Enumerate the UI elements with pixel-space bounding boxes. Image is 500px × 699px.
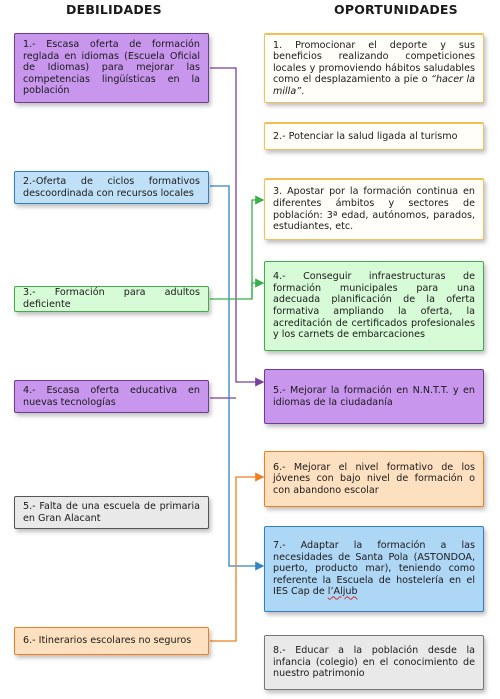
debilidad-3: 3.- Formación para adultos deficiente	[14, 286, 209, 312]
oportunidad-5: 5.- Mejorar la formación en N.N.T.T. y en idiomas de la ciudadanía	[264, 369, 484, 424]
connector-green-o4	[252, 283, 263, 299]
connector-orange	[210, 477, 263, 641]
oportunidad-3: 3. Apostar por la formación continua en diferentes ámbitos y sectores de población: 3ª edad, autónomos, parados, estudiantes, etc.	[264, 178, 484, 240]
debilidad-6: 6.- Itinerarios escolares no seguros	[14, 627, 209, 655]
oportunidad-6: 6.- Mejorar el nivel formativo de los jóvenes con bajo nivel de formación o con abandono escolar	[264, 451, 484, 507]
oportunidad-1: 1. Promocionar el deporte y sus beneficios realizando competiciones locales y promoviendo hábitos saludables como el desplazamiento a pie o “hacer la milla”.	[264, 33, 484, 103]
debilidad-2: 2.-Oferta de ciclos formativos descoordinada con recursos locales	[14, 171, 209, 204]
oportunidad-2: 2.- Potenciar la salud ligada al turismo	[264, 122, 484, 150]
debilidad-4: 4.- Escasa oferta educativa en nuevas tecnologías	[14, 380, 209, 413]
debilidad-5: 5.- Falta de una escuela de primaria en Gran Alacant	[14, 496, 209, 529]
hacer-la-milla-text: “hacer la milla”	[273, 74, 475, 97]
debilidad-1: 1.- Escasa oferta de formación reglada en idiomas (Escuela Oficial de Idiomas) para mejorar las competencias lingüísticas en la población	[14, 33, 209, 103]
oportunidades-header: OPORTUNIDADES	[334, 2, 458, 17]
oportunidad-8: 8.- Educar a la población desde la infancia (colegio) en el conocimiento de nuestro patrimonio	[264, 635, 484, 690]
oportunidad-7: 7.- Adaptar la formación a las necesidades de Santa Pola (ASTONDOA, puerto, producto mar), teniendo como referente la Escuela de hostelería en el IES Cap de l’Aljub	[264, 526, 484, 612]
debilidades-header: DEBILIDADES	[66, 2, 162, 17]
aljub-text: l’Aljub	[327, 586, 358, 598]
connector-purple	[210, 68, 263, 382]
oportunidad-4: 4.- Conseguir infraestructuras de formación municipales para una adecuada planificación de la oferta formativa ampliando la oferta, la acreditación de certificados profesionales y los carnets de embarcaciones	[264, 261, 484, 351]
